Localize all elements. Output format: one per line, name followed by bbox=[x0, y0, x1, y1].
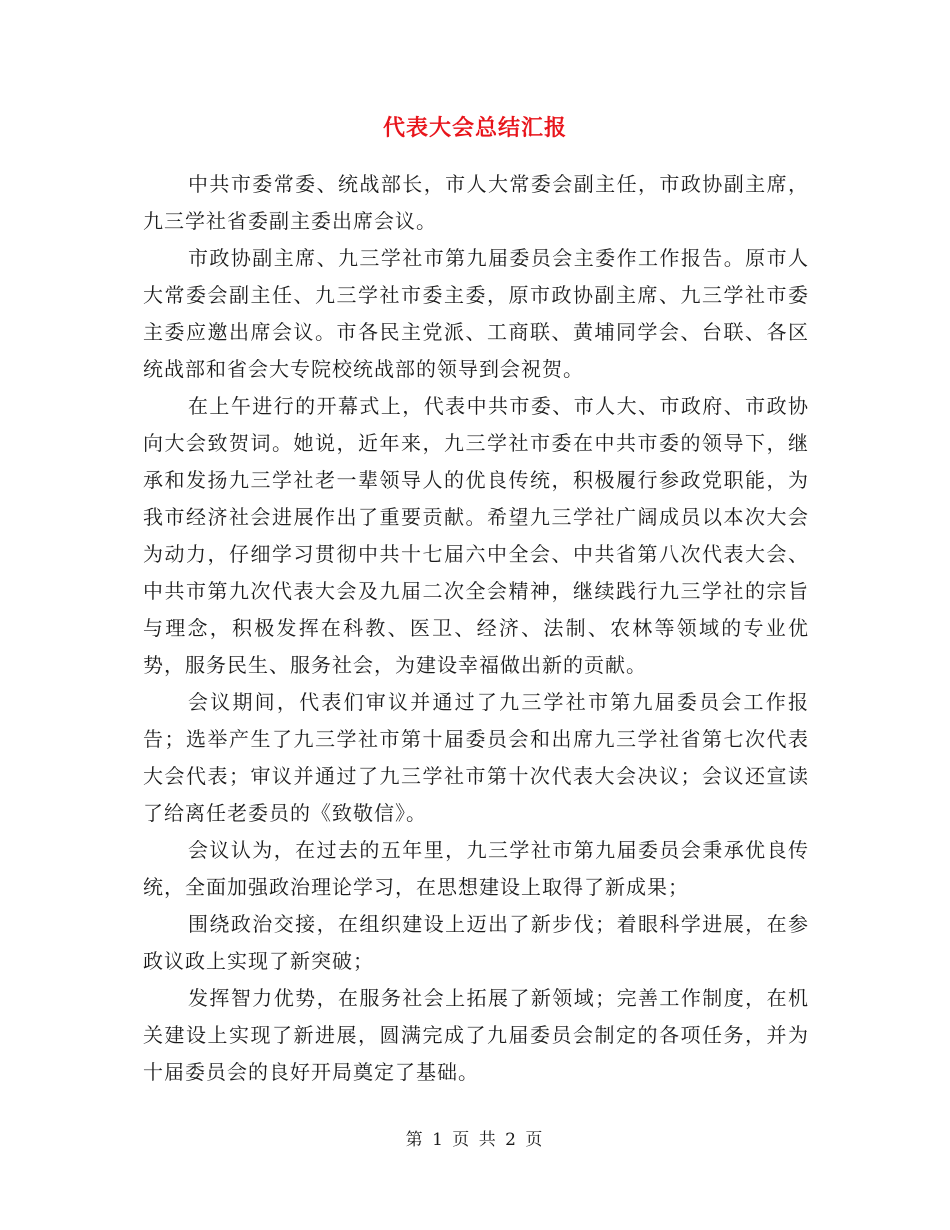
paragraph-5: 会议认为，在过去的五年里，九三学社市第九届委员会秉承优良传统，全面加强政治理论学习，在思想建设上取得了新成果； bbox=[143, 838, 809, 899]
paragraph-6: 围绕政治交接，在组织建设上迈出了新步伐；着眼科学进展，在参政议政上实现了新突破； bbox=[143, 912, 809, 973]
document-title: 代表大会总结汇报 bbox=[382, 116, 567, 141]
paragraph-3: 在上午进行的开幕式上，代表中共市委、市人大、市政府、市政协向大会致贺词。她说，近年来，九三学社市委在中共市委的领导下，继承和发扬九三学社老一辈领导人的优良传统，积极履行参政党职能，为我市经济社会进展作出了重要贡献。希望九三学社广阔成员以本次大会为动力，仔细学习贯彻中共十七届六中全会、中共省第八次代表大会、中共市第九次代表大会及九届二次全会精神，继续践行九三学社的宗旨与理念，积极发挥在科教、医卫、经济、法制、农林等领域的专业优势，服务民生、服务社会，为建设幸福做出新的贡献。 bbox=[143, 394, 809, 677]
paragraph-2: 市政协副主席、九三学社市第九届委员会主委作工作报告。原市人大常委会副主任、九三学社市委主委，原市政协副主席、九三学社市委主委应邀出席会议。市各民主党派、工商联、黄埔同学会、台联、各区统战部和省会大专院校统战部的领导到会祝贺。 bbox=[143, 246, 809, 381]
paragraph-7: 发挥智力优势，在服务社会上拓展了新领域；完善工作制度，在机关建设上实现了新进展，圆满完成了九届委员会制定的各项任务，并为十届委员会的良好开局奠定了基础。 bbox=[143, 986, 809, 1084]
document-body bbox=[143, 166, 809, 1091]
page-number-footer: 第 1 页 共 2 页 bbox=[405, 1130, 545, 1150]
paragraph-4: 会议期间，代表们审议并通过了九三学社市第九届委员会工作报告；选举产生了九三学社市第十届委员会和出席九三学社省第七次代表大会代表；审议并通过了九三学社市第十次代表大会决议；会议还宣读了给离任老委员的《致敬信》。 bbox=[143, 690, 809, 825]
paragraph-1: 中共市委常委、统战部长，市人大常委会副主任，市政协副主席，九三学社省委副主委出席会议。 bbox=[143, 172, 809, 233]
